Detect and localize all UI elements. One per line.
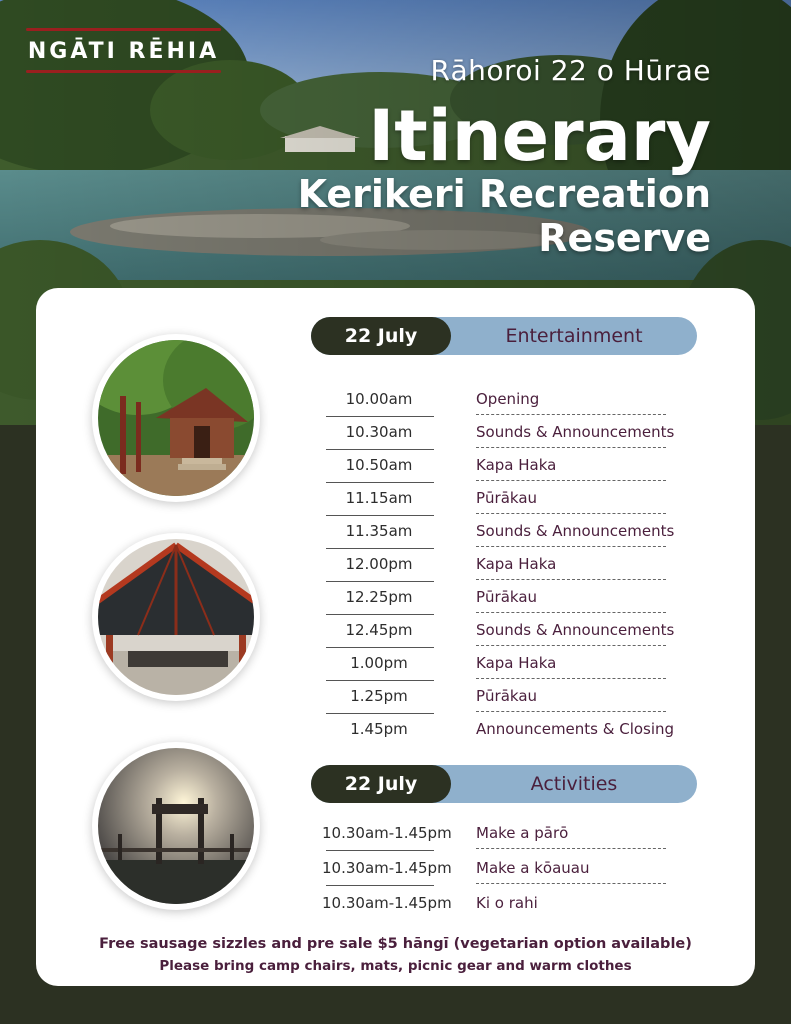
row-time: 10.50am: [345, 456, 413, 474]
row-time: 10.30am: [345, 423, 413, 441]
row-activity: Kapa Haka: [476, 654, 557, 672]
row-activity: Ki o rahi: [476, 894, 538, 912]
schedule-row: [36, 418, 755, 451]
time-divider: [326, 548, 434, 549]
schedule-row: [36, 616, 755, 649]
time-divider: [326, 713, 434, 714]
activity-divider: [476, 612, 666, 613]
schedule-row: [36, 583, 755, 616]
row-activity: Pūrākau: [476, 588, 538, 606]
activity-divider: [476, 546, 666, 547]
row-activity: Sounds & Announcements: [476, 522, 675, 540]
schedule-row: [36, 819, 755, 854]
row-activity: Kapa Haka: [476, 456, 557, 474]
activity-divider: [476, 579, 666, 580]
activity-divider: [476, 480, 666, 481]
row-time: 11.15am: [345, 489, 413, 507]
activity-divider: [476, 711, 666, 712]
row-activity: Announcements & Closing: [476, 720, 675, 738]
activity-divider: [476, 883, 666, 884]
activity-divider: [476, 513, 666, 514]
page-title: Itinerary: [368, 95, 711, 177]
row-activity: Make a kōauau: [476, 859, 590, 877]
row-activity: Opening: [476, 390, 540, 408]
row-time: 10.30am-1.45pm: [322, 824, 452, 842]
row-time: 1.45pm: [350, 720, 408, 738]
time-divider: [326, 449, 434, 450]
schedule-row: [36, 385, 755, 418]
row-time: 10.30am-1.45pm: [322, 859, 452, 877]
entertainment-header: [311, 317, 697, 355]
schedule-row: [36, 484, 755, 517]
time-divider: [326, 416, 434, 417]
row-activity: Kapa Haka: [476, 555, 557, 573]
activity-divider: [476, 645, 666, 646]
row-activity: Sounds & Announcements: [476, 621, 675, 639]
row-time: 10.30am-1.45pm: [322, 894, 452, 912]
row-time: 11.35am: [345, 522, 413, 540]
entertainment-date: 22 July: [311, 317, 451, 355]
time-divider: [326, 647, 434, 648]
activity-divider: [476, 678, 666, 679]
schedule-row: [36, 550, 755, 583]
row-time: 1.00pm: [350, 654, 408, 672]
activities-date: 22 July: [311, 765, 451, 803]
row-activity: Make a pārō: [476, 824, 569, 842]
time-divider: [326, 885, 434, 886]
activity-divider: [476, 848, 666, 849]
row-activity: Pūrākau: [476, 489, 538, 507]
activity-divider: [476, 414, 666, 415]
schedule-row: [36, 682, 755, 715]
time-divider: [326, 680, 434, 681]
event-date-line: Rāhoroi 22 o Hūrae: [430, 54, 711, 87]
row-time: 12.25pm: [345, 588, 413, 606]
row-activity: Pūrākau: [476, 687, 538, 705]
schedule-row: [36, 649, 755, 682]
schedule-row: [36, 889, 755, 924]
activities-label: Activities: [530, 773, 618, 795]
schedule-row: [36, 517, 755, 550]
schedule-row: [36, 715, 755, 748]
itinerary-card: [36, 288, 755, 986]
entertainment-label: Entertainment: [505, 325, 643, 347]
time-divider: [326, 581, 434, 582]
row-time: 10.00am: [345, 390, 413, 408]
entertainment-schedule: [36, 385, 755, 748]
schedule-row: [36, 451, 755, 484]
logo-text: NGĀTI RĒHIA: [27, 39, 220, 64]
bring-items-note: Please bring camp chairs, mats, picnic gear and warm clothes: [159, 958, 632, 974]
row-time: 12.00pm: [345, 555, 413, 573]
time-divider: [326, 614, 434, 615]
activity-divider: [476, 447, 666, 448]
row-activity: Sounds & Announcements: [476, 423, 675, 441]
activities-schedule: [36, 819, 755, 924]
time-divider: [326, 850, 434, 851]
food-note: Free sausage sizzles and pre sale $5 hāngī (vegetarian option available): [99, 936, 692, 952]
time-divider: [326, 515, 434, 516]
logo-rule-bottom: [26, 70, 221, 73]
row-time: 1.25pm: [350, 687, 408, 705]
ngati-rehia-logo: [26, 28, 221, 73]
activities-header: [311, 765, 697, 803]
logo-rule-top: [26, 28, 221, 31]
time-divider: [326, 482, 434, 483]
venue-subtitle: Kerikeri Recreation Reserve: [297, 172, 711, 260]
schedule-row: [36, 854, 755, 889]
row-time: 12.45pm: [345, 621, 413, 639]
